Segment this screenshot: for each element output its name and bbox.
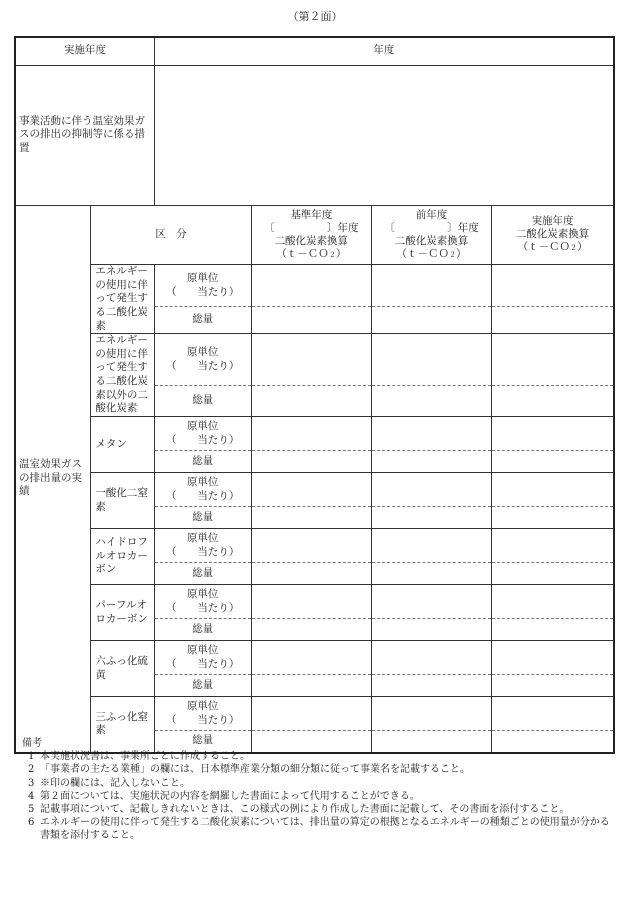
unit-per-label: （ 当たり） <box>165 657 240 670</box>
total-label: 総量 <box>154 731 251 753</box>
current-unit-cell[interactable] <box>492 417 614 451</box>
note-text: 記載事項について、記載しきれないときは、この様式の例により作成した書面に記載して、その書面を添付すること。 <box>40 803 570 815</box>
current-total-cell[interactable] <box>492 507 614 529</box>
unit-label-cell <box>154 585 251 619</box>
category-header: 区 分 <box>91 205 251 265</box>
emissions-section-label: 温室効果ガスの排出量の実績 <box>15 205 91 753</box>
gas-unit-row <box>15 473 614 507</box>
base-unit-cell[interactable] <box>251 417 371 451</box>
prev-total-cell[interactable] <box>371 307 491 334</box>
gas-name: パーフルオロカーボン <box>91 585 154 641</box>
gas-name: 一酸化二窒素 <box>91 473 154 529</box>
note-item <box>22 750 612 763</box>
unit-label: 原単位 <box>186 346 219 359</box>
base-year-line2: 〔 〕年度 <box>264 221 359 234</box>
gas-name: 三ふっ化窒素 <box>91 697 154 753</box>
current-unit-end: ） <box>577 241 588 254</box>
current-year-line2: 二酸化炭素換算 <box>515 228 590 241</box>
unit-per-label: （ 当たり） <box>165 713 240 726</box>
implementation-year-label: 実施年度 <box>15 37 154 65</box>
prev-unit-cell[interactable] <box>371 641 491 675</box>
current-total-cell[interactable] <box>492 451 614 473</box>
prev-unit-cell[interactable] <box>371 334 491 386</box>
report-form-table <box>14 36 615 754</box>
note-item <box>22 790 612 803</box>
prev-total-cell[interactable] <box>371 451 491 473</box>
unit-label-cell <box>154 697 251 731</box>
unit-label-cell <box>154 529 251 563</box>
current-unit-cell[interactable] <box>492 529 614 563</box>
base-unit-cell[interactable] <box>251 585 371 619</box>
prev-unit-sub: ２ <box>449 250 457 259</box>
prev-unit-cell[interactable] <box>371 417 491 451</box>
base-year-header <box>251 205 371 265</box>
unit-label-cell <box>154 265 251 307</box>
base-unit-cell[interactable] <box>251 529 371 563</box>
note-text: ※印の欄には、記入しないこと。 <box>40 777 190 789</box>
unit-label: 原単位 <box>186 587 219 600</box>
notes-list <box>22 750 612 842</box>
total-label: 総量 <box>154 675 251 697</box>
total-label: 総量 <box>154 619 251 641</box>
note-item <box>22 803 612 816</box>
unit-label-cell <box>154 641 251 675</box>
current-unit-cell[interactable] <box>492 641 614 675</box>
base-unit-text: （ｔ－ＣＯ <box>276 247 329 260</box>
unit-label-cell <box>154 417 251 451</box>
gas-unit-row <box>15 529 614 563</box>
gas-unit-row <box>15 641 614 675</box>
gas-name: 六ふっ化硫黄 <box>91 641 154 697</box>
unit-per-label: （ 当たり） <box>165 359 240 372</box>
prev-year-line3: 二酸化炭素換算 <box>394 234 469 247</box>
gas-unit-row <box>15 417 614 451</box>
current-unit-cell[interactable] <box>492 265 614 307</box>
current-total-cell[interactable] <box>492 307 614 334</box>
note-number: 3 <box>28 777 35 789</box>
gas-unit-row <box>15 585 614 619</box>
gas-name: エネルギーの使用に伴って発生する二酸化炭素 <box>91 265 154 334</box>
measures-label: 事業活動に伴う温室効果ガスの排出の抑制等に係る措置 <box>15 65 154 205</box>
note-number: 5 <box>28 803 35 815</box>
current-unit-cell[interactable] <box>492 585 614 619</box>
base-year-line3: 二酸化炭素換算 <box>274 234 349 247</box>
current-total-cell[interactable] <box>492 675 614 697</box>
unit-per-label: （ 当たり） <box>165 285 240 298</box>
page-label: （第２面） <box>287 10 343 23</box>
base-unit-cell[interactable] <box>251 334 371 386</box>
base-year-line4 <box>254 248 369 261</box>
unit-label: 原単位 <box>186 699 219 712</box>
prev-total-cell[interactable] <box>371 386 491 417</box>
base-total-cell[interactable] <box>251 507 371 529</box>
notes-title: 備考 <box>22 738 42 749</box>
base-total-cell[interactable] <box>251 451 371 473</box>
unit-label: 原単位 <box>186 419 219 432</box>
unit-per-label: （ 当たり） <box>165 489 240 502</box>
gas-name: ハイドロフルオロカーボン <box>91 529 154 585</box>
gas-unit-row <box>15 334 614 386</box>
unit-label: 原単位 <box>186 475 219 488</box>
base-total-cell[interactable] <box>251 386 371 417</box>
current-year-header <box>492 205 614 265</box>
gas-name: メタン <box>91 417 154 473</box>
current-year-line3 <box>494 241 611 254</box>
total-label: 総量 <box>154 451 251 473</box>
unit-label: 原単位 <box>186 531 219 544</box>
gas-unit-row <box>15 265 614 307</box>
total-label: 総量 <box>154 507 251 529</box>
unit-label: 原単位 <box>186 643 219 656</box>
prev-unit-cell[interactable] <box>371 473 491 507</box>
current-total-cell[interactable] <box>492 386 614 417</box>
prev-unit-cell[interactable] <box>371 585 491 619</box>
current-unit-cell[interactable] <box>492 473 614 507</box>
current-unit-cell[interactable] <box>492 334 614 386</box>
gas-unit-row <box>15 697 614 731</box>
unit-per-label: （ 当たり） <box>165 601 240 614</box>
prev-unit-text: （ｔ－ＣＯ <box>396 247 450 260</box>
note-item <box>22 763 612 776</box>
gas-name: エネルギーの使用に伴って発生する二酸化炭素以外の二酸化炭素 <box>91 334 154 417</box>
prev-total-cell[interactable] <box>371 507 491 529</box>
base-total-cell[interactable] <box>251 563 371 585</box>
note-number: 6 <box>28 817 35 829</box>
prev-unit-end: ） <box>456 247 467 260</box>
base-unit-end: ） <box>335 247 347 260</box>
base-year-line1: 基準年度 <box>290 208 333 221</box>
prev-unit-cell[interactable] <box>371 697 491 731</box>
unit-label-cell <box>154 334 251 386</box>
note-text: 第２面については、実施状況の内容を網羅した書面によって代用することができる。 <box>40 790 420 802</box>
unit-label: 原単位 <box>186 271 219 284</box>
total-label: 総量 <box>154 307 251 334</box>
notes-section <box>22 737 612 843</box>
current-unit-text: （ｔ－ＣＯ <box>517 241 571 254</box>
base-unit-cell[interactable] <box>251 265 371 307</box>
implementation-year-field[interactable]: 年度 <box>154 37 614 65</box>
base-unit-cell[interactable] <box>251 473 371 507</box>
current-total-cell[interactable] <box>492 619 614 641</box>
unit-per-label: （ 当たり） <box>165 433 240 446</box>
unit-per-label: （ 当たり） <box>165 545 240 558</box>
base-total-cell[interactable] <box>251 307 371 334</box>
prev-year-line2: 〔 〕年度 <box>384 221 479 234</box>
note-text: 「事業者の主たる業種」の欄には、日本標準産業分類の細分類に従って事業名を記載すること。 <box>40 764 470 776</box>
current-unit-sub: ２ <box>570 244 578 253</box>
note-item <box>22 777 612 790</box>
current-unit-cell[interactable] <box>492 697 614 731</box>
note-item <box>22 816 612 842</box>
base-total-cell[interactable] <box>251 675 371 697</box>
base-unit-sub: ２ <box>328 250 336 259</box>
base-unit-cell[interactable] <box>251 697 371 731</box>
measures-field[interactable] <box>154 65 614 205</box>
note-number: 1 <box>28 751 35 763</box>
prev-total-cell[interactable] <box>371 675 491 697</box>
current-year-line1: 実施年度 <box>531 215 574 228</box>
note-number: 2 <box>28 764 35 776</box>
base-total-cell[interactable] <box>251 619 371 641</box>
prev-year-line1: 前年度 <box>415 208 448 221</box>
prev-unit-cell[interactable] <box>371 529 491 563</box>
note-text: 本実施状況書は、事業所ごとに作成すること。 <box>40 751 250 763</box>
total-label: 総量 <box>154 563 251 585</box>
prev-unit-cell[interactable] <box>371 265 491 307</box>
note-text: エネルギーの使用に伴って発生する二酸化炭素については、排出量の算定の根拠となるエネルギーの種類ごとの使用量が分かる書類を添付すること。 <box>40 817 610 842</box>
prev-total-cell[interactable] <box>371 563 491 585</box>
prev-year-header <box>371 205 491 265</box>
total-label: 総量 <box>154 386 251 417</box>
base-unit-cell[interactable] <box>251 641 371 675</box>
current-total-cell[interactable] <box>492 563 614 585</box>
note-number: 4 <box>28 790 35 802</box>
unit-label-cell <box>154 473 251 507</box>
prev-year-line4 <box>374 248 489 261</box>
prev-total-cell[interactable] <box>371 619 491 641</box>
